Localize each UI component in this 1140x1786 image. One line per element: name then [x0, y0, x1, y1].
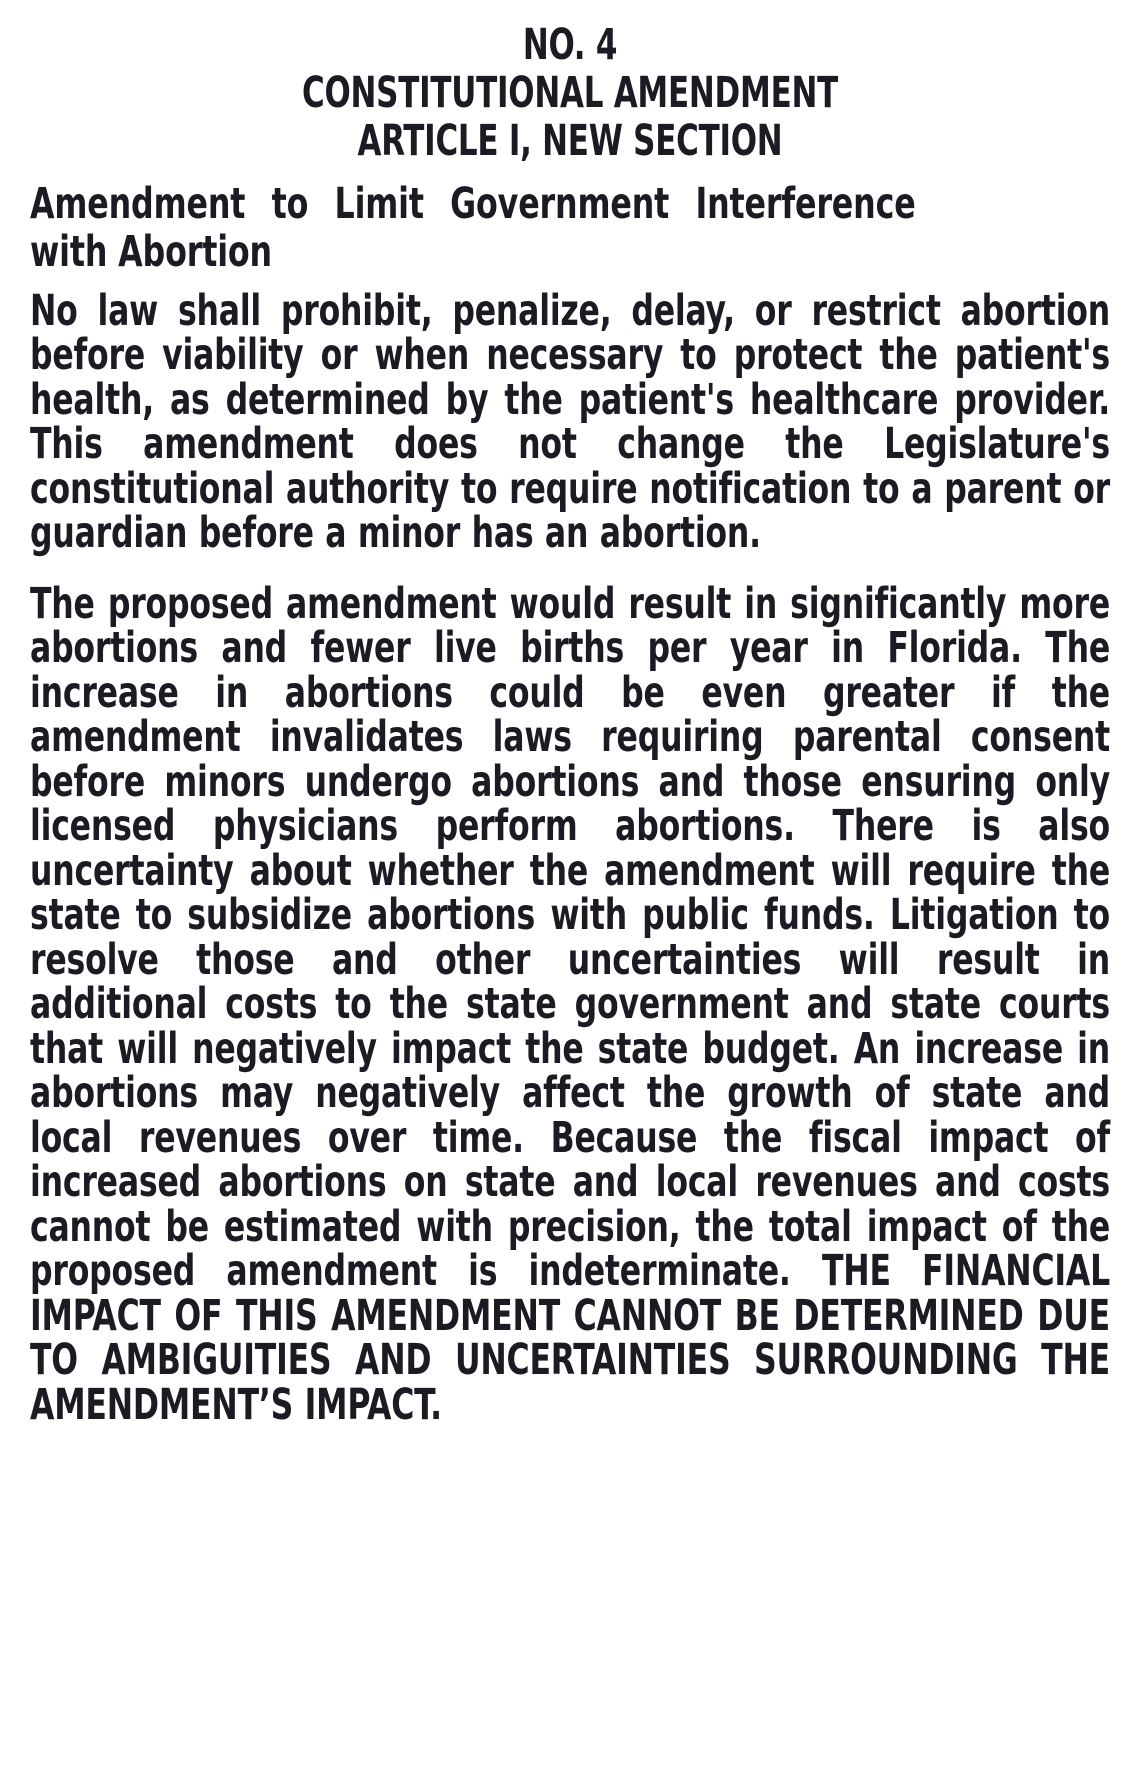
ballot-title — [30, 180, 1110, 276]
financial-impact-paragraph — [30, 578, 1111, 1430]
financial-impact-squeeze — [30, 578, 1111, 1430]
financial-impact-normal-text: The proposed amendment would result in significantly more abortions and fewer live births per year in Florida. The increase in abortions could be even greater if the amendment invalidates laws requiring parental consent before minors undergo abortions and those ensuring only licensed physicians perform abortions. There is also uncertainty about whether the amendment will require the state to subsidize abortions with public funds. Litigation to resolve those and other uncertainties will result in additional costs to the state government and state courts that will negatively impact the state budget. An increase in abortions may negatively affect the growth of state and local revenues over time. Because the fiscal impact of increased abortions on state and local revenues and costs cannot be estimated with precision, the total impact of the proposed amendment is indeterminate. — [30, 578, 1111, 1297]
ballot-summary-text: No law shall prohibit, penalize, delay, or restrict abortion before viability or when necessary to protect the patient's health, as determined by the patient's healthcare provider. This amendment does not change the Legislature's constitutional authority to require notification to a parent or guardian before a minor has an abortion. — [30, 285, 1111, 559]
masthead — [30, 22, 1110, 164]
masthead-amendment-kind: CONSTITUTIONAL AMENDMENT — [301, 68, 839, 119]
masthead-amendment-number: NO. 4 — [522, 20, 618, 70]
masthead-article-section: ARTICLE I, NEW SECTION — [357, 115, 783, 166]
ballot-summary-paragraph — [30, 285, 1111, 559]
ballot-title-text: Amendment to Limit Government Interference with Abortion — [30, 179, 916, 278]
financial-impact-emphasized-text: THE FINANCIAL IMPACT OF THIS AMENDMENT CANNOT BE DETERMINED DUE TO AMBIGUITIES AND UNCERTAINTIES SURROUNDING THE AMENDMENT’S IMPACT. — [30, 1246, 1111, 1430]
